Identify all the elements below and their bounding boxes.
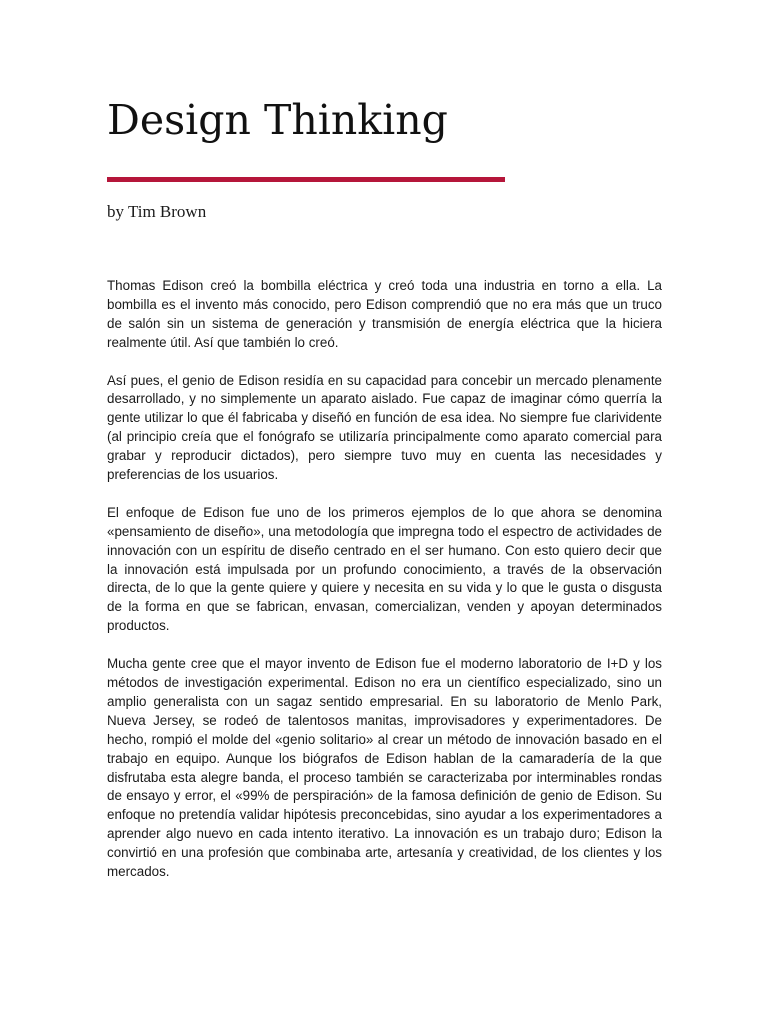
body-paragraph: Mucha gente cree que el mayor invento de Edison fue el moderno laboratorio de I+D y los métodos de investigación experimental. Edison no era un científico especializado, sino un amplio generalista con un sagaz sentido empresarial. En su laboratorio de Menlo Park, Nueva Jersey, se rodeó de talentosos manitas, improvisadores y experimentadores. De hecho, rompió el molde del «genio solitario» al crear un método de innovación basado en el trabajo en equipo. Aunque los biógrafos de Edison hablan de la camaradería de la que disfrutaba esta alegre banda, el proceso también se caracterizaba por interminables rondas de ensayo y error, el «99% de perspiración» de la famosa definición de genio de Edison. Su enfoque no pretendía validar hipótesis preconcebidas, sino ayudar a los experimentadores a aprender algo nuevo en cada intento iterativo. La innovación es un trabajo duro; Edison la convirtió en una profesión que combinaba arte, artesanía y creatividad, de los clientes y los mercados. xyxy=(107,656,662,880)
article-body xyxy=(107,277,662,882)
author-byline: by Tim Brown xyxy=(107,202,207,221)
body-paragraph: Thomas Edison creó la bombilla eléctrica y creó toda una industria en torno a ella. La bombilla es el invento más conocido, pero Edison comprendió que no era más que un truco de salón sin un sistema de generación y transmisión de energía eléctrica que la hiciera realmente útil. Así que también lo creó. xyxy=(107,278,662,350)
body-paragraph: Así pues, el genio de Edison residía en su capacidad para concebir un mercado plenamente desarrollado, y no simplemente un aparato aislado. Fue capaz de imaginar cómo querría la gente utilizar lo que él fabricaba y diseñó en función de esa idea. No siempre fue clarividente (al principio creía que el fonógrafo se utilizaría principalmente como aparato comercial para grabar y reproducir dictados), pero siempre tuvo muy en cuenta las necesidades y preferencias de los usuarios. xyxy=(107,372,662,483)
title-underline-rule xyxy=(107,177,505,182)
body-paragraph: El enfoque de Edison fue uno de los primeros ejemplos de lo que ahora se denomina «pensamiento de diseño», una metodología que impregna todo el espectro de actividades de innovación con un espíritu de diseño centrado en el ser humano. Con esto quiero decir que la innovación está impulsada por un profundo conocimiento, a través de la observación directa, de lo que la gente quiere y quiere y necesita en su vida y lo que le gusta o disgusta de la forma en que se fabrican, envasan, comercializan, venden y apoyan determinados productos. xyxy=(107,504,662,634)
document-title: Design Thinking xyxy=(107,96,448,144)
